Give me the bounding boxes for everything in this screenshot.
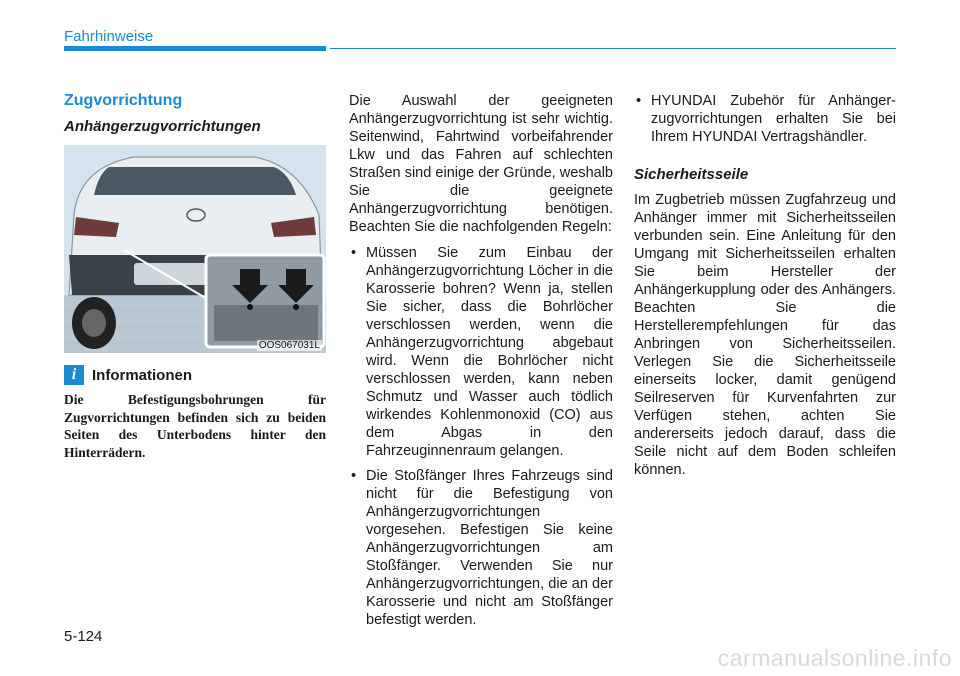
header-rule-thick (64, 46, 326, 51)
info-icon: i (64, 365, 84, 385)
subsection-title: Anhängerzugvorrichtungen (64, 118, 261, 135)
figure-label: OOS067031L (258, 340, 320, 351)
rules-list (349, 244, 613, 629)
tow-hitch-figure (64, 145, 326, 353)
column-middle (349, 92, 613, 636)
header-section-title: Fahrhinweise (64, 28, 154, 45)
section-title: Zugvorrichtung (64, 92, 183, 109)
column-left (64, 92, 326, 461)
column-right (634, 92, 896, 479)
list-item: • Die Stoßfänger Ihres Fahrzeugs sind nicht für die Befestigung von Anhängerzugvorrichtungen vorgesehen. Befestigen Sie keine Anhängerzugvorrichtungen am Stoßfänger. Verwenden Sie nur Anhängerzugvorrichtungen, die an der Karosserie und nicht am Stoßfänger befestigt werden. (349, 467, 613, 629)
list-item: • Müssen Sie zum Einbau der Anhängerzugvorrichtung Löcher in die Karosserie bohren? Wenn ja, stellen Sie sicher, dass die Bohrlöcher verschlossen werden, wenn die Anhängerzugvorrichtung abgebaut wird. Wenn die Bohrlöcher nicht verschlossen werden, kann neben Schmutz und Wasser auch tödlich wirkendes Kohlenmonoxid (CO) aus dem Abgas in den Fahrzeuginnenraum gelangen. (349, 244, 613, 460)
page-number: 5-124 (64, 628, 103, 645)
subsection-title: Sicherheitsseile (634, 166, 749, 183)
list-item: • HYUNDAI Zubehör für Anhänger-zugvorrichtungen erhalten Sie bei Ihrem HYUNDAI Vertragshändler. (634, 92, 896, 146)
info-title: Informationen (92, 366, 192, 384)
info-text: Die Befestigungsbohrungen für Zugvorrichtungen befinden sich zu beiden Seiten des Unterbodens hinter den Hinterrädern. (64, 392, 326, 460)
watermark: carmanualsonline.info (717, 645, 952, 671)
accessory-list (634, 92, 896, 146)
safety-cable-paragraph: Im Zugbetrieb müssen Zugfahrzeug und Anhänger immer mit Sicherheitsseilen verbunden sein. Eine Anleitung für den Umgang mit Sicherheitsseilen erhalten Sie beim Hersteller der Anhängerkupplung oder des Anhängers. Beachten Sie die Herstellerempfehlungen für das Anbringen von Sicherheitsseilen. Verlegen Sie die Sicherheitsseile einerseits locker, damit genügend Seilreserven für Kurvenfahrten zur Verfügen stehen, achten Sie andererseits jedoch darauf, dass die Seile nicht auf dem Boden schleifen können. (634, 192, 896, 478)
header-rule-thin (330, 48, 896, 49)
car-rear-illustration (64, 145, 326, 353)
intro-paragraph: Die Auswahl der geeigneten Anhängerzugvorrichtung ist sehr wichtig. Seitenwind, Fahrtwind vorbeifahrender Lkw und das Fahren auf schlechten Straßen sind einige der Gründe, weshalb Sie die geeignete Anhängerzugvorrichtung benötigen. Beachten Sie die nachfolgenden Regeln: (349, 93, 613, 235)
info-header (64, 365, 326, 385)
